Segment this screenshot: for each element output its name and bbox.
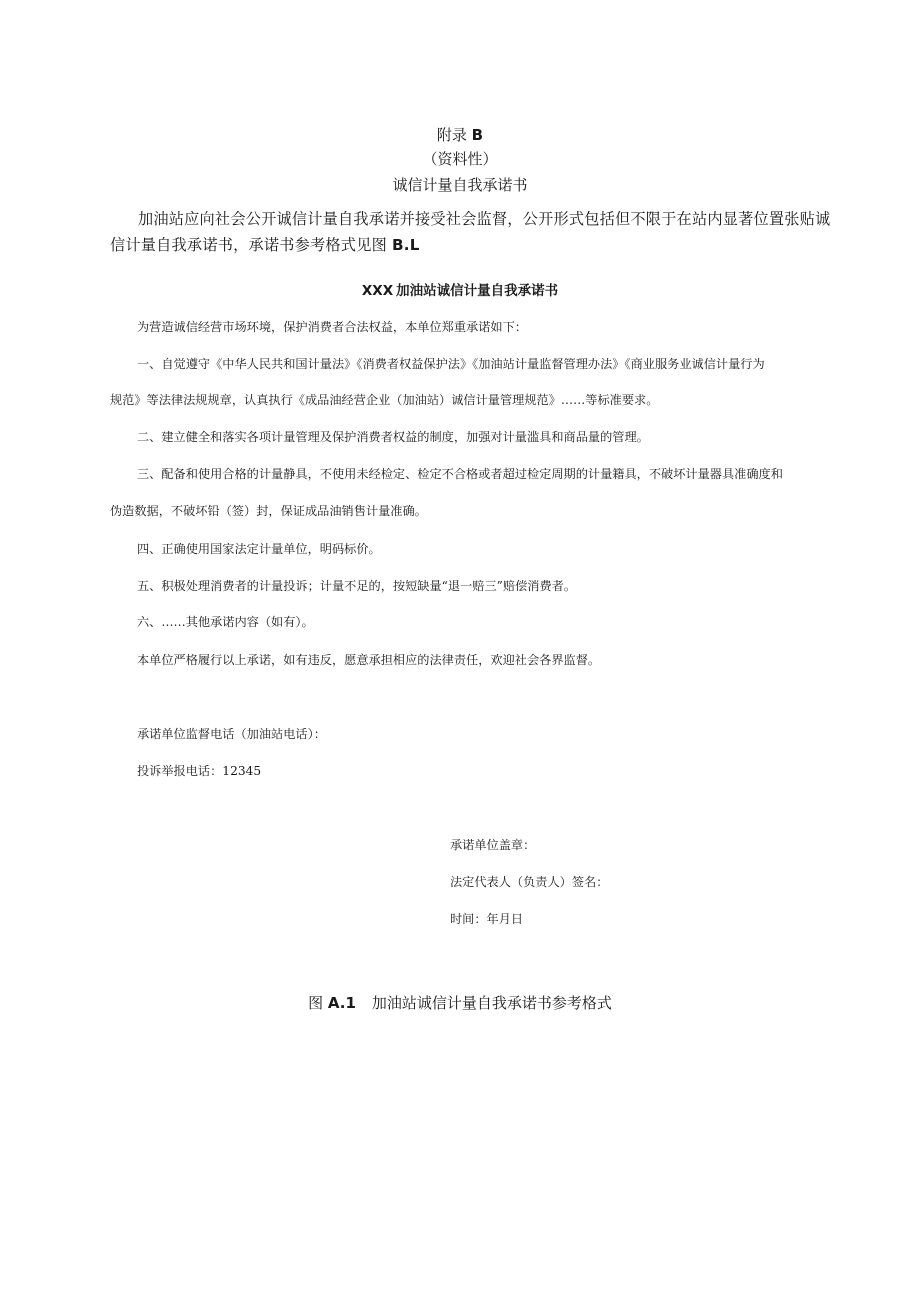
caption-number: A.1: [327, 994, 356, 1012]
letter-title-text: 加油站诚信计量自我承诺书: [396, 283, 559, 299]
commitment-1-line-1: 一、自觉遵守《中华人民共和国计量法》《消费者权益保护法》《加油站计量监督管理办法》《商业服务业诚信计量行为: [137, 357, 765, 371]
commitment-1-line-2: 规范》等法律法规规章，认真执行《成品油经营企业（加油站）诚信计量管理规范》……等标准要求。: [110, 393, 659, 407]
appendix-label: 附录: [436, 126, 472, 144]
commitment-4: 四、正确使用国家法定计量单位，明码标价。: [137, 542, 381, 556]
letter-title-prefix: XXX: [361, 283, 394, 299]
letter-title: [0, 279, 920, 299]
figure-reference: B.L: [392, 236, 420, 254]
intro-line-2-text: 信计量自我承诺书，承诺书参考格式见图: [110, 236, 393, 254]
caption-prefix: 图: [308, 994, 328, 1012]
letter-closing: 本单位严格履行以上承诺，如有违反，愿意承担相应的法律责任，欢迎社会各界监督。: [137, 653, 601, 667]
commitment-5: 五、积极处理消费者的计量投诉；计量不足的，按短缺量“退一赔三”赔偿消费者。: [137, 579, 577, 593]
figure-caption: [0, 992, 920, 1013]
appendix-letter: B: [471, 126, 484, 144]
letter-opening: 为营造诚信经营市场环境，保护消费者合法权益，本单位郑重承诺如下：: [137, 320, 527, 334]
appendix-nature: （资料性）: [422, 150, 498, 168]
intro-line-2: [110, 234, 420, 255]
appendix-heading: [0, 124, 920, 145]
intro-line-1: 加油站应向社会公开诚信计量自我承诺并接受社会监督，公开形式包括但不限于在站内显著位置张贴诚: [138, 210, 831, 228]
caption-text: 加油站诚信计量自我承诺书参考格式: [371, 994, 612, 1012]
supervision-phone: 承诺单位监督电话（加油站电话）：: [137, 727, 326, 741]
date-line: 时间：年月日: [450, 912, 524, 926]
seal-line: 承诺单位盖章：: [450, 838, 536, 852]
commitment-6: 六、……其他承诺内容（如有）。: [137, 615, 314, 629]
signature-line: 法定代表人（负责人）签名：: [450, 875, 609, 889]
commitment-3-line-1: 三、配备和使用合格的计量静具，不使用未经检定、检定不合格或者超过检定周期的计量籍具，不破坏计量器具准确度和: [137, 467, 783, 481]
complaint-phone: 投诉举报电话：12345: [137, 764, 262, 778]
appendix-title: 诚信计量自我承诺书: [392, 176, 528, 194]
commitment-3-line-2: 伪造数据，不破坏铅（签）封，保证成品油销售计量准确。: [110, 504, 427, 518]
commitment-2: 二、建立健全和落实各项计量管理及保护消费者权益的制度，加强对计量滥具和商品量的管理。: [137, 430, 649, 444]
